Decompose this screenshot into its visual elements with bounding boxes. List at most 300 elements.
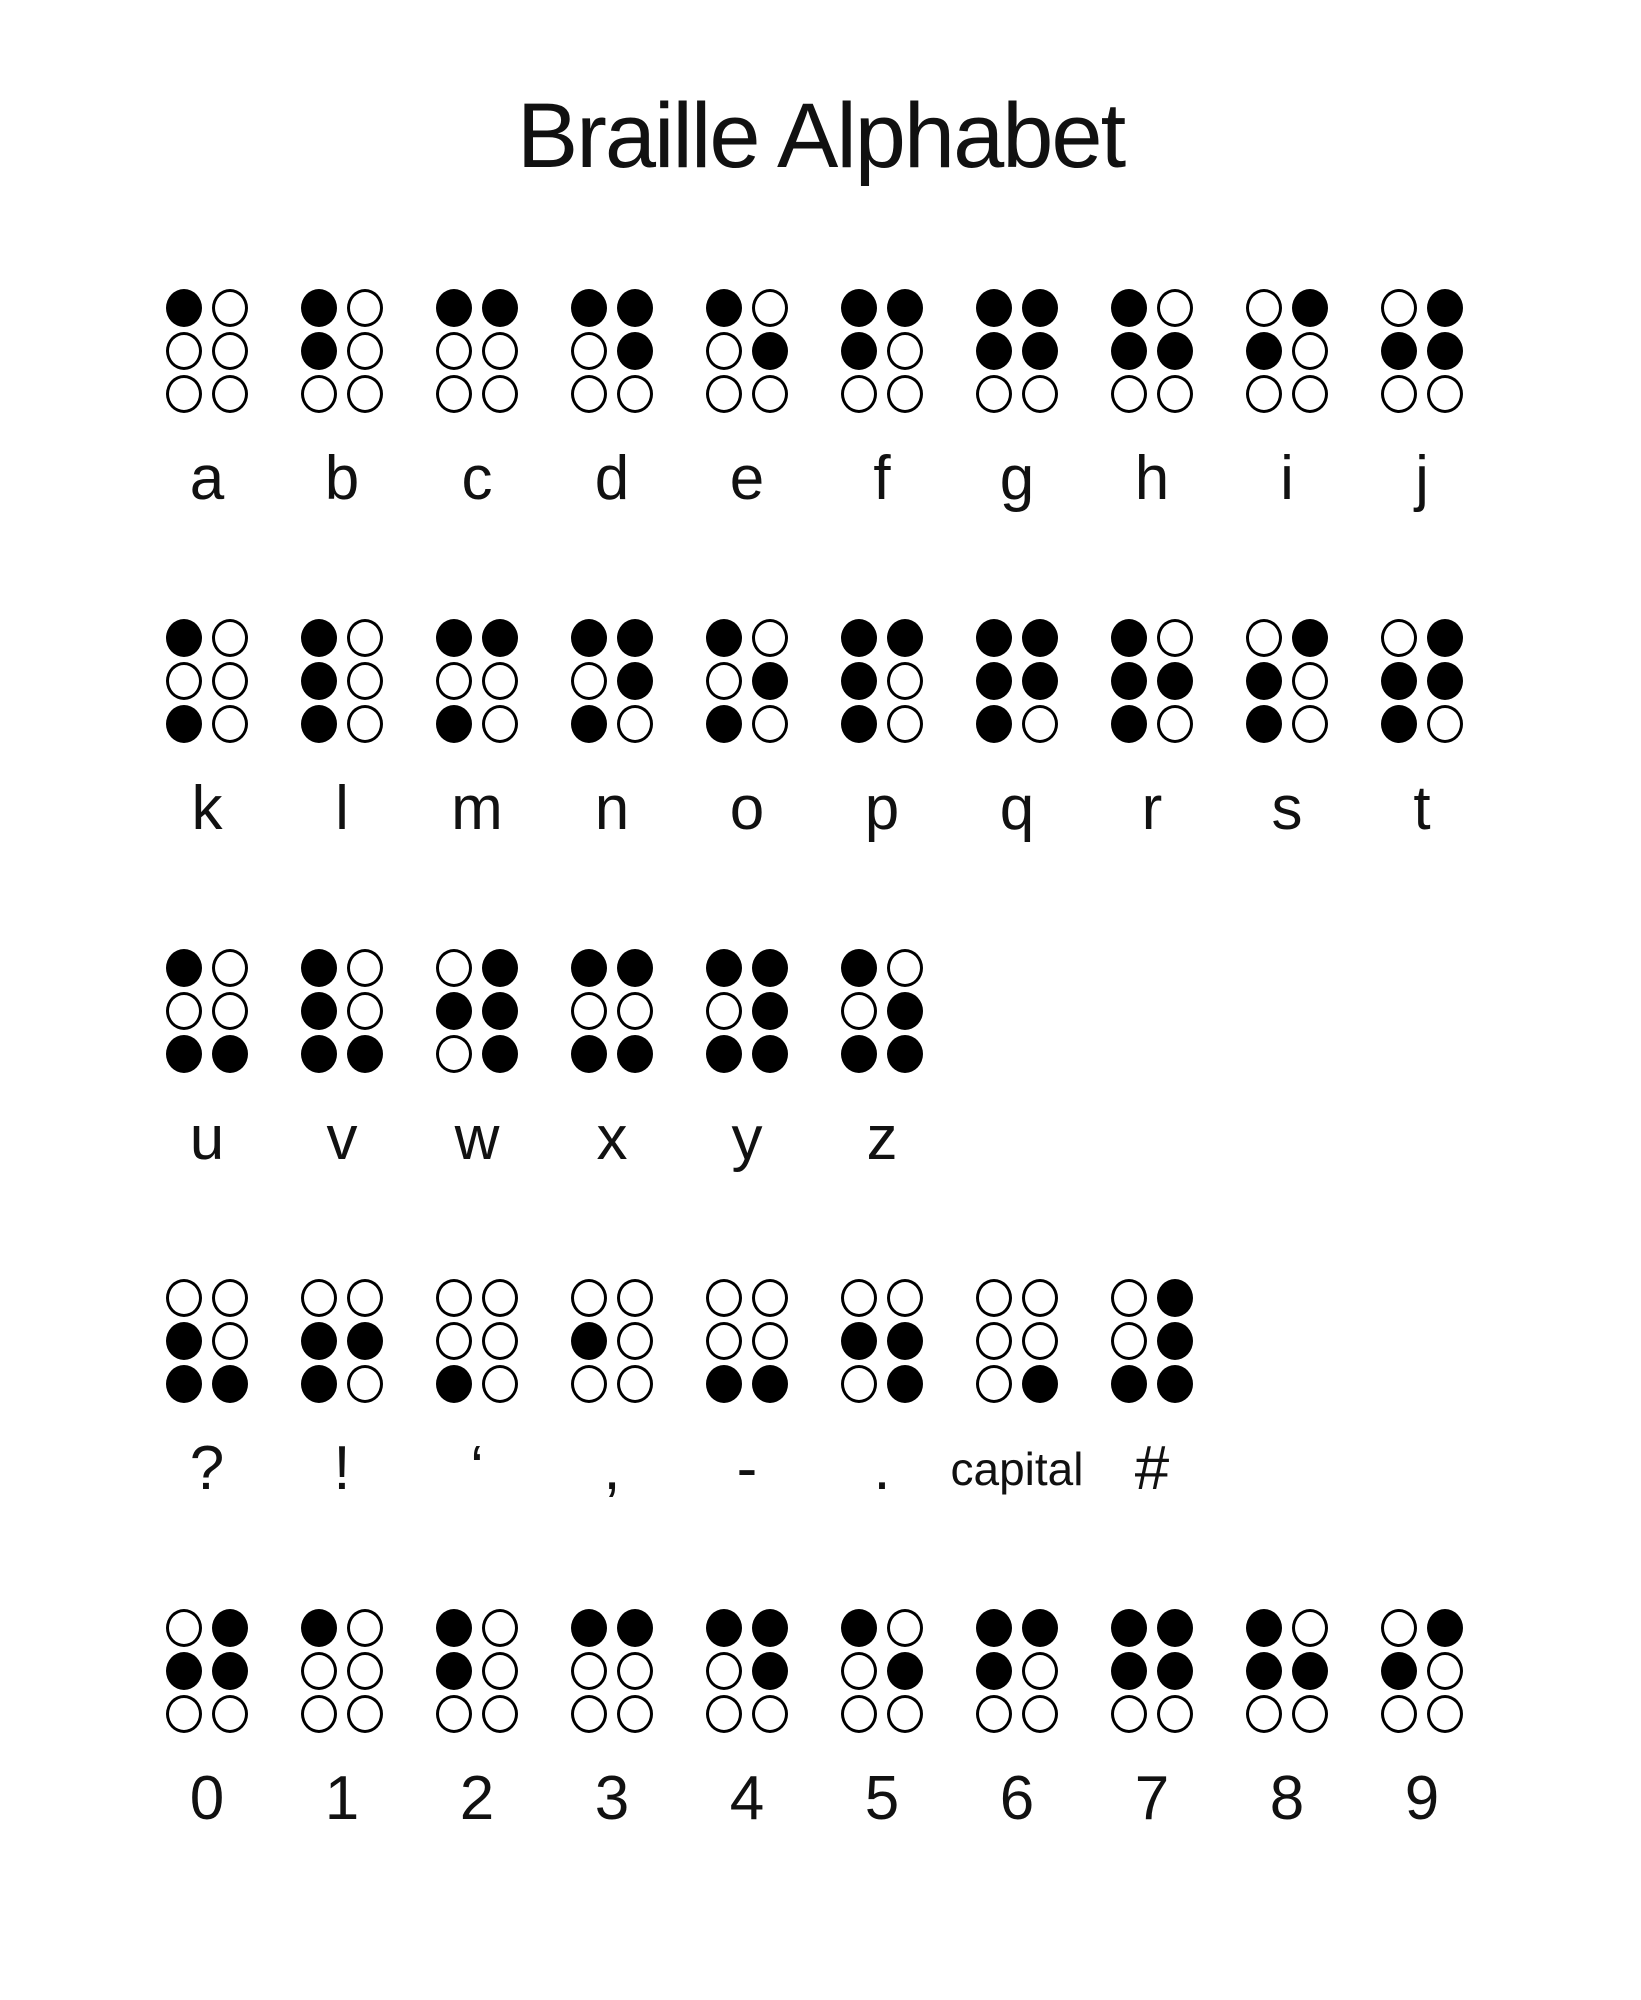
braille-dot-empty-bottom-right [887,375,923,413]
braille-dot-filled-top-right [1292,619,1328,657]
braille-dot-filled-middle-left [1246,662,1282,700]
braille-cell-period [841,1279,923,1403]
braille-dot-empty-bottom-left [301,1695,337,1733]
braille-dot-empty-top-right [482,1609,518,1647]
braille-dot-empty-middle-right [1292,662,1328,700]
braille-unit-letter-g [976,289,1058,519]
braille-dot-empty-bottom-left [436,375,472,413]
braille-label-apostrophe: ‘ [470,1434,484,1503]
braille-label-letter-i: i [1280,444,1294,513]
braille-cell-letter-g [976,289,1058,413]
braille-dot-filled-top-left [301,1609,337,1647]
braille-dot-empty-top-left [841,1279,877,1317]
braille-dot-filled-middle-left [1246,332,1282,370]
braille-dot-empty-bottom-right [617,705,653,743]
braille-dot-filled-bottom-right [212,1035,248,1073]
braille-dot-filled-top-right [752,949,788,987]
braille-rows [0,189,1641,1839]
braille-dot-filled-middle-right [1157,662,1193,700]
braille-dot-empty-top-left [301,1279,337,1317]
braille-cell-digit-7 [1111,1609,1193,1733]
braille-dot-empty-bottom-right [617,1365,653,1403]
braille-cell-letter-w [436,949,518,1073]
braille-cell-letter-b [301,289,383,413]
braille-dot-empty-bottom-right [1427,375,1463,413]
braille-dot-empty-bottom-left [976,1695,1012,1733]
braille-label-question-mark: ? [189,1434,225,1503]
braille-dot-empty-bottom-right [1022,705,1058,743]
braille-dot-empty-top-left [436,1279,472,1317]
braille-dot-empty-top-right [482,1279,518,1317]
braille-dot-filled-middle-left [301,662,337,700]
braille-unit-letter-o [706,619,788,849]
braille-dot-empty-middle-right [1292,332,1328,370]
braille-dot-filled-top-left [976,289,1012,327]
braille-dot-filled-middle-right [1022,662,1058,700]
braille-dot-filled-top-right [617,289,653,327]
braille-dot-filled-middle-left [1111,332,1147,370]
braille-label-digit-3: 3 [594,1764,630,1833]
braille-row-letters-a-j [166,289,1641,519]
braille-dot-filled-top-right [1022,619,1058,657]
braille-dot-empty-top-left [976,1279,1012,1317]
braille-dot-filled-bottom-left [706,1035,742,1073]
braille-dot-empty-bottom-right [1022,375,1058,413]
braille-label-number-sign: # [1134,1434,1170,1503]
braille-unit-letter-n [571,619,653,849]
braille-dot-filled-middle-left [436,992,472,1030]
braille-dot-filled-bottom-left [301,705,337,743]
braille-dot-empty-bottom-left [1111,1695,1147,1733]
braille-dot-empty-top-right [1157,619,1193,657]
braille-label-letter-x: x [596,1104,628,1173]
braille-cell-letter-p [841,619,923,743]
braille-label-letter-n: n [594,774,630,843]
braille-cell-letter-n [571,619,653,743]
braille-label-letter-d: d [594,444,630,513]
braille-row-letters-u-z [166,949,1641,1179]
braille-unit-letter-h [1111,289,1193,519]
braille-dot-filled-bottom-right [887,1035,923,1073]
braille-dot-empty-top-left [166,1609,202,1647]
braille-dot-filled-bottom-left [1111,1365,1147,1403]
braille-dot-empty-middle-right [617,1652,653,1690]
braille-label-letter-u: u [189,1104,225,1173]
braille-dot-empty-middle-right [617,992,653,1030]
braille-dot-filled-top-left [571,619,607,657]
braille-cell-hyphen [706,1279,788,1403]
braille-dot-filled-bottom-left [166,1035,202,1073]
braille-cell-letter-f [841,289,923,413]
braille-dot-filled-bottom-right [752,1365,788,1403]
braille-dot-filled-bottom-right [1022,1365,1058,1403]
braille-unit-letter-c [436,289,518,519]
braille-dot-filled-bottom-left [166,1365,202,1403]
braille-unit-period [841,1279,923,1509]
braille-dot-empty-middle-left [571,332,607,370]
braille-dot-empty-bottom-right [212,375,248,413]
braille-dot-filled-top-right [617,949,653,987]
braille-dot-filled-middle-left [1111,1652,1147,1690]
braille-dot-filled-middle-left [436,1652,472,1690]
braille-dot-empty-middle-left [571,662,607,700]
braille-row-punctuation [166,1279,1641,1509]
braille-unit-hyphen [706,1279,788,1509]
braille-dot-filled-middle-left [571,1322,607,1360]
braille-dot-filled-middle-right [212,1652,248,1690]
braille-cell-letter-j [1381,289,1463,413]
braille-label-letter-q: q [999,774,1035,843]
braille-dot-filled-top-right [1427,619,1463,657]
braille-dot-empty-middle-right [887,662,923,700]
braille-dot-filled-bottom-left [841,1035,877,1073]
braille-label-digit-4: 4 [729,1764,765,1833]
braille-dot-empty-bottom-left [436,1035,472,1073]
braille-dot-empty-middle-right [482,1322,518,1360]
braille-unit-letter-p [841,619,923,849]
braille-cell-letter-y [706,949,788,1073]
braille-unit-comma [571,1279,653,1509]
braille-unit-digit-3 [571,1609,653,1839]
braille-dot-empty-top-right [212,619,248,657]
braille-dot-empty-middle-right [212,1322,248,1360]
braille-dot-filled-bottom-left [706,705,742,743]
braille-dot-empty-middle-left [436,332,472,370]
braille-dot-empty-bottom-right [347,705,383,743]
braille-label-digit-0: 0 [189,1764,225,1833]
braille-dot-empty-middle-left [571,992,607,1030]
braille-dot-filled-top-left [1111,289,1147,327]
braille-dot-empty-bottom-left [166,1695,202,1733]
braille-dot-filled-top-right [1157,1609,1193,1647]
braille-dot-empty-top-right [752,619,788,657]
braille-dot-empty-middle-right [482,662,518,700]
braille-dot-filled-bottom-left [976,705,1012,743]
braille-dot-empty-top-left [1381,1609,1417,1647]
braille-dot-empty-bottom-right [752,705,788,743]
braille-dot-empty-bottom-right [752,1695,788,1733]
braille-dot-empty-top-left [436,949,472,987]
braille-dot-empty-bottom-left [841,375,877,413]
braille-dot-empty-bottom-left [1111,375,1147,413]
braille-dot-empty-bottom-left [571,1695,607,1733]
braille-dot-filled-middle-right [1157,1652,1193,1690]
braille-unit-digit-0 [166,1609,248,1839]
braille-dot-filled-top-right [482,949,518,987]
braille-dot-filled-middle-right [752,1652,788,1690]
braille-dot-empty-middle-left [976,1322,1012,1360]
braille-label-letter-t: t [1413,774,1431,843]
braille-dot-empty-middle-right [347,992,383,1030]
braille-dot-empty-bottom-right [482,1695,518,1733]
braille-dot-empty-bottom-right [1427,1695,1463,1733]
braille-dot-empty-bottom-right [1022,1695,1058,1733]
braille-dot-filled-middle-right [1427,332,1463,370]
braille-cell-letter-k [166,619,248,743]
braille-dot-empty-bottom-right [617,375,653,413]
braille-label-digit-7: 7 [1134,1764,1170,1833]
braille-dot-empty-bottom-left [436,1695,472,1733]
braille-dot-filled-top-left [436,289,472,327]
braille-dot-filled-bottom-left [436,1365,472,1403]
braille-dot-empty-bottom-left [1381,375,1417,413]
braille-cell-comma [571,1279,653,1403]
braille-cell-question-mark [166,1279,248,1403]
braille-dot-empty-bottom-right [482,375,518,413]
braille-label-hyphen: - [736,1434,758,1503]
braille-dot-filled-middle-right [347,1322,383,1360]
braille-label-capital-sign: capital [950,1443,1084,1495]
braille-cell-digit-3 [571,1609,653,1733]
braille-dot-empty-middle-left [706,1652,742,1690]
braille-dot-empty-bottom-right [1292,375,1328,413]
braille-dot-empty-top-right [887,1279,923,1317]
braille-unit-letter-a [166,289,248,519]
braille-dot-empty-middle-right [617,1322,653,1360]
braille-dot-filled-middle-left [1381,662,1417,700]
braille-dot-empty-top-left [706,1279,742,1317]
braille-label-letter-v: v [326,1104,358,1173]
braille-unit-digit-7 [1111,1609,1193,1839]
braille-label-letter-a: a [189,444,225,513]
braille-cell-digit-6 [976,1609,1058,1733]
braille-cell-letter-t [1381,619,1463,743]
braille-label-period: . [873,1434,891,1503]
braille-dot-filled-bottom-left [1381,705,1417,743]
braille-dot-empty-bottom-right [1292,1695,1328,1733]
braille-dot-empty-middle-left [166,332,202,370]
braille-label-letter-b: b [324,444,360,513]
braille-dot-empty-middle-right [482,332,518,370]
braille-dot-filled-bottom-right [482,1035,518,1073]
braille-cell-letter-s [1246,619,1328,743]
braille-unit-letter-u [166,949,248,1179]
braille-dot-filled-bottom-left [1246,705,1282,743]
braille-unit-letter-k [166,619,248,849]
braille-dot-filled-bottom-left [436,705,472,743]
braille-dot-filled-middle-right [887,1652,923,1690]
braille-dot-empty-top-right [752,289,788,327]
braille-dot-empty-middle-left [436,1322,472,1360]
braille-dot-filled-top-left [706,949,742,987]
braille-dot-filled-middle-left [1111,662,1147,700]
braille-cell-letter-a [166,289,248,413]
braille-row-numbers [166,1609,1641,1839]
braille-unit-apostrophe [436,1279,518,1509]
braille-dot-empty-top-right [212,289,248,327]
braille-dot-empty-top-right [752,1279,788,1317]
braille-dot-empty-middle-left [166,992,202,1030]
braille-unit-digit-4 [706,1609,788,1839]
braille-dot-empty-bottom-left [571,375,607,413]
braille-dot-filled-bottom-left [841,705,877,743]
braille-cell-digit-1 [301,1609,383,1733]
braille-dot-filled-top-right [1022,289,1058,327]
braille-dot-filled-bottom-right [212,1365,248,1403]
braille-dot-empty-top-left [1246,619,1282,657]
braille-label-letter-l: l [335,774,349,843]
braille-cell-letter-l [301,619,383,743]
braille-row-letters-k-t [166,619,1641,849]
braille-dot-empty-top-right [1022,1279,1058,1317]
braille-dot-filled-top-left [1111,1609,1147,1647]
braille-dot-empty-bottom-right [347,1365,383,1403]
braille-dot-filled-middle-left [1381,1652,1417,1690]
braille-dot-filled-top-left [706,1609,742,1647]
braille-dot-filled-bottom-left [301,1035,337,1073]
braille-unit-digit-2 [436,1609,518,1839]
braille-dot-empty-bottom-left [976,1365,1012,1403]
braille-dot-filled-middle-right [752,332,788,370]
braille-dot-filled-middle-left [301,1322,337,1360]
braille-label-digit-6: 6 [999,1764,1035,1833]
braille-dot-filled-top-right [1022,1609,1058,1647]
braille-dot-filled-middle-right [482,992,518,1030]
braille-dot-filled-top-left [706,619,742,657]
braille-unit-letter-f [841,289,923,519]
braille-cell-letter-i [1246,289,1328,413]
braille-cell-digit-4 [706,1609,788,1733]
braille-dot-filled-middle-right [1292,1652,1328,1690]
braille-label-letter-o: o [729,774,765,843]
braille-dot-empty-middle-left [841,992,877,1030]
braille-cell-letter-m [436,619,518,743]
braille-dot-filled-top-right [617,1609,653,1647]
braille-unit-letter-t [1381,619,1463,849]
braille-dot-filled-middle-left [976,1652,1012,1690]
braille-cell-letter-x [571,949,653,1073]
braille-dot-filled-top-left [166,949,202,987]
braille-dot-empty-middle-right [752,1322,788,1360]
braille-dot-filled-top-left [571,289,607,327]
braille-label-letter-p: p [864,774,900,843]
braille-dot-filled-top-right [1427,289,1463,327]
braille-dot-filled-top-left [166,619,202,657]
braille-cell-digit-0 [166,1609,248,1733]
braille-unit-exclamation-mark [301,1279,383,1509]
braille-dot-filled-top-right [1292,289,1328,327]
braille-dot-empty-bottom-left [1246,375,1282,413]
braille-dot-empty-bottom-right [212,705,248,743]
braille-label-digit-5: 5 [864,1764,900,1833]
braille-dot-filled-top-left [841,1609,877,1647]
braille-dot-empty-middle-right [1427,1652,1463,1690]
braille-label-letter-y: y [731,1104,763,1173]
braille-unit-digit-1 [301,1609,383,1839]
braille-dot-empty-top-right [1292,1609,1328,1647]
braille-unit-letter-m [436,619,518,849]
braille-dot-empty-bottom-left [706,1695,742,1733]
braille-dot-empty-top-left [1381,619,1417,657]
braille-dot-empty-middle-left [841,1652,877,1690]
braille-label-letter-s: s [1271,774,1303,843]
page-title: Braille Alphabet [516,85,1125,187]
braille-dot-filled-top-left [1111,619,1147,657]
braille-label-letter-j: j [1415,444,1429,513]
braille-cell-digit-9 [1381,1609,1463,1733]
braille-dot-filled-bottom-left [571,1035,607,1073]
braille-dot-empty-bottom-right [1157,705,1193,743]
braille-dot-empty-middle-left [436,662,472,700]
braille-label-letter-z: z [866,1104,898,1173]
braille-dot-empty-middle-left [706,1322,742,1360]
braille-cell-exclamation-mark [301,1279,383,1403]
braille-dot-filled-top-left [841,619,877,657]
braille-dot-empty-top-right [617,1279,653,1317]
braille-dot-empty-bottom-right [617,1695,653,1733]
braille-unit-capital-sign [950,1279,1084,1509]
braille-cell-letter-o [706,619,788,743]
braille-dot-filled-middle-right [1022,332,1058,370]
braille-cell-apostrophe [436,1279,518,1403]
braille-dot-filled-top-left [976,619,1012,657]
braille-label-letter-w: w [454,1104,500,1173]
braille-dot-empty-middle-left [1111,1322,1147,1360]
braille-dot-empty-top-right [887,949,923,987]
braille-dot-filled-middle-right [887,1322,923,1360]
braille-dot-empty-bottom-right [1292,705,1328,743]
braille-dot-filled-middle-right [617,662,653,700]
braille-dot-empty-bottom-right [1157,375,1193,413]
braille-unit-digit-5 [841,1609,923,1839]
braille-label-letter-m: m [451,774,503,843]
braille-dot-filled-bottom-left [706,1365,742,1403]
braille-unit-letter-j [1381,289,1463,519]
braille-dot-empty-top-right [347,949,383,987]
braille-unit-letter-l [301,619,383,849]
braille-dot-empty-middle-right [1022,1322,1058,1360]
braille-dot-empty-bottom-right [752,375,788,413]
braille-dot-filled-middle-left [301,332,337,370]
braille-dot-filled-middle-right [752,662,788,700]
braille-label-letter-e: e [729,444,765,513]
braille-unit-letter-e [706,289,788,519]
braille-dot-filled-top-left [706,289,742,327]
braille-cell-capital-sign [976,1279,1058,1403]
braille-dot-empty-middle-left [706,662,742,700]
braille-dot-filled-middle-right [617,332,653,370]
braille-cell-letter-q [976,619,1058,743]
braille-dot-empty-top-left [1111,1279,1147,1317]
braille-dot-filled-top-left [976,1609,1012,1647]
braille-dot-empty-bottom-right [482,705,518,743]
braille-unit-letter-r [1111,619,1193,849]
braille-label-digit-2: 2 [459,1764,495,1833]
braille-dot-empty-bottom-right [347,1695,383,1733]
braille-dot-empty-middle-right [347,1652,383,1690]
braille-dot-empty-middle-right [212,992,248,1030]
braille-dot-empty-middle-right [482,1652,518,1690]
braille-dot-empty-bottom-left [841,1695,877,1733]
braille-dot-empty-middle-left [706,992,742,1030]
braille-dot-empty-bottom-left [301,375,337,413]
braille-cell-digit-8 [1246,1609,1328,1733]
braille-dot-filled-top-left [166,289,202,327]
braille-dot-filled-middle-left [1246,1652,1282,1690]
braille-cell-letter-r [1111,619,1193,743]
braille-label-digit-8: 8 [1269,1764,1305,1833]
braille-dot-empty-top-right [1157,289,1193,327]
braille-dot-empty-middle-right [212,332,248,370]
braille-dot-filled-middle-right [887,992,923,1030]
braille-dot-filled-bottom-left [166,705,202,743]
braille-dot-filled-middle-right [752,992,788,1030]
braille-dot-empty-middle-left [301,1652,337,1690]
braille-dot-filled-bottom-right [887,1365,923,1403]
braille-cell-number-sign [1111,1279,1193,1403]
braille-dot-empty-middle-right [347,332,383,370]
braille-dot-empty-middle-right [887,332,923,370]
